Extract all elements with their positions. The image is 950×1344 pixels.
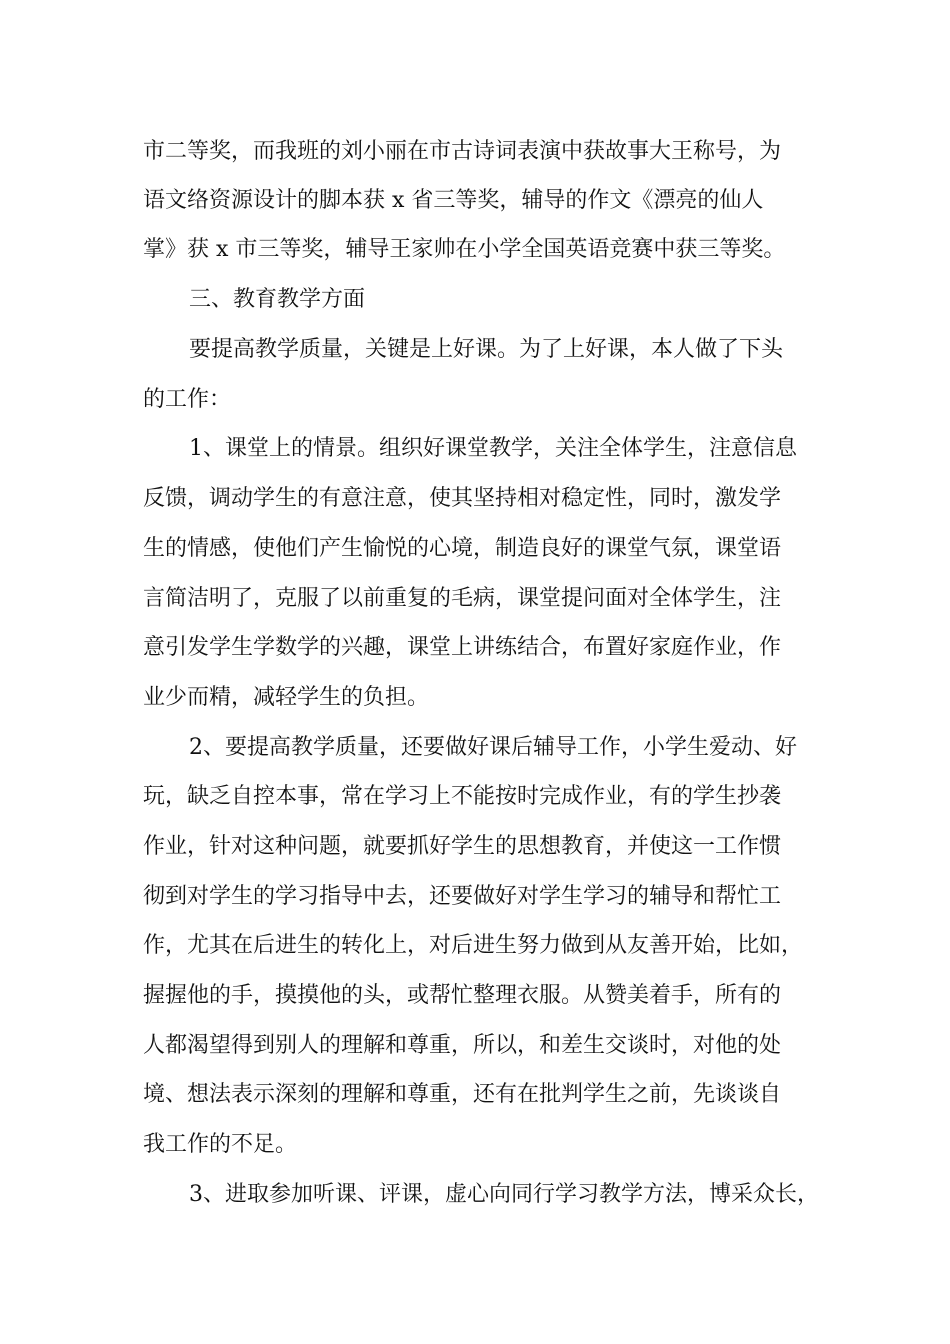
text-line: 作，尤其在后进生的转化上，对后进生努力做到从友善开始，比如， — [143, 933, 804, 958]
text-line: 市二等奖，而我班的刘小丽在市古诗词表演中获故事大王称号，为 — [143, 139, 782, 164]
text-line: 我工作的不足。 — [143, 1132, 298, 1157]
text-line: 3、进取参加听课、评课，虚心向同行学习教学方法，博采众长， — [189, 1182, 819, 1207]
text-line: 要提高教学质量，关键是上好课。为了上好课，本人做了下头 — [189, 337, 784, 362]
text-line: 业少而精，减轻学生的负担。 — [143, 685, 430, 710]
text-line: 生的情感，使他们产生愉悦的心境，制造良好的课堂气氛，课堂语 — [143, 536, 782, 561]
text-line: 语文络资源设计的脚本获 x 省三等奖，辅导的作文《漂亮的仙人 — [143, 188, 764, 213]
text-line: 握握他的手，摸摸他的头，或帮忙整理衣服。从赞美着手，所有的 — [143, 983, 782, 1008]
text-line: 境、想法表示深刻的理解和尊重，还有在批判学生之前，先谈谈自 — [143, 1082, 782, 1107]
text-line: 作业，针对这种问题，就要抓好学生的思想教育，并使这一工作惯 — [143, 834, 782, 859]
text-line: 玩，缺乏自控本事，常在学习上不能按时完成作业，有的学生抄袭 — [143, 784, 782, 809]
text-line: 意引发学生学数学的兴趣，课堂上讲练结合，布置好家庭作业，作 — [143, 635, 782, 660]
text-line: 1、课堂上的情景。组织好课堂教学，关注全体学生，注意信息 — [189, 436, 797, 461]
text-line: 掌》获 x 市三等奖，辅导王家帅在小学全国英语竞赛中获三等奖。 — [143, 237, 786, 262]
text-line: 反馈，调动学生的有意注意，使其坚持相对稳定性，同时，激发学 — [143, 486, 782, 511]
text-line: 人都渴望得到别人的理解和尊重，所以，和差生交谈时，对他的处 — [143, 1033, 782, 1058]
text-line: 彻到对学生的学习指导中去，还要做好对学生学习的辅导和帮忙工 — [143, 884, 782, 909]
text-line: 2、要提高教学质量，还要做好课后辅导工作，小学生爱动、好 — [189, 735, 797, 760]
text-line: 的工作： — [143, 387, 232, 412]
text-line: 言简洁明了，克服了以前重复的毛病，课堂提问面对全体学生，注 — [143, 586, 782, 611]
section-heading: 三、教育教学方面 — [189, 287, 366, 312]
